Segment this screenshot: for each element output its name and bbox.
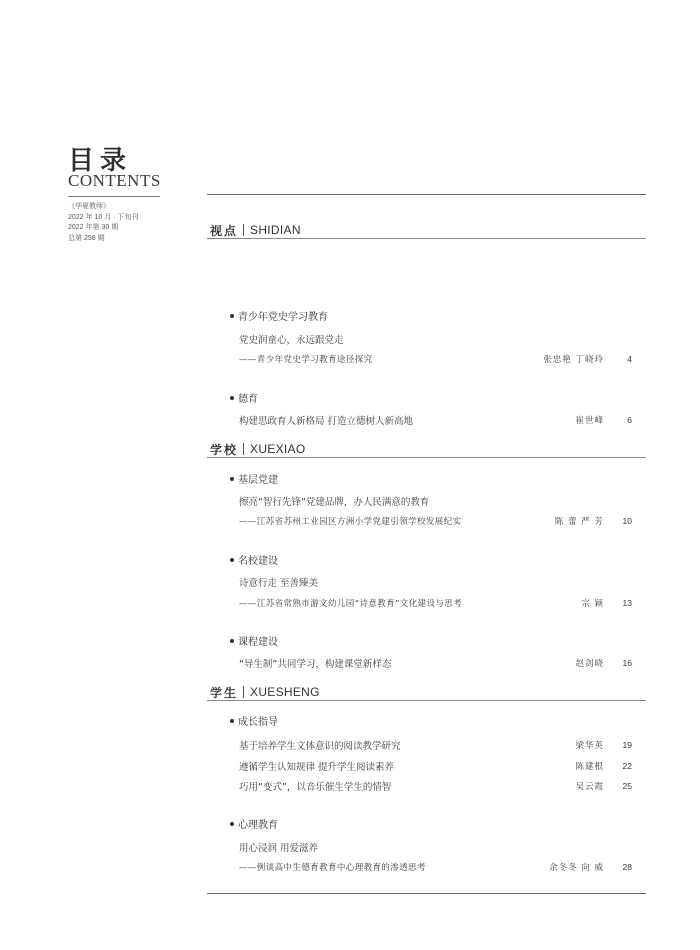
category-label: 课程建设	[238, 637, 278, 648]
bullet-icon	[230, 639, 234, 643]
issue-info	[68, 202, 138, 244]
entry-authors: 陈 蕾 严 芳	[554, 517, 604, 527]
toc-entry[interactable]	[239, 759, 632, 773]
category-label: 心理教育	[238, 820, 278, 831]
toc-entry-subtitle-row[interactable]	[239, 514, 632, 528]
section-title-cn: 视点	[210, 223, 239, 238]
section-divider	[207, 238, 646, 239]
toc-entry[interactable]	[239, 494, 632, 508]
category-heading	[230, 713, 278, 728]
page-title-en: CONTENTS	[68, 171, 161, 190]
toc-entry[interactable]	[239, 575, 632, 589]
masthead-divider	[68, 196, 160, 197]
bottom-divider	[207, 893, 646, 894]
entry-authors: 吴云霞	[575, 782, 604, 792]
section-divider	[207, 457, 646, 458]
entry-page: 16	[622, 658, 632, 668]
entry-title: 构建思政育人新格局 打造立德树人新高地	[239, 416, 414, 427]
bullet-icon	[230, 314, 234, 318]
category-heading	[230, 308, 328, 323]
entry-title: “导生制”共同学习，构建课堂新样态	[239, 659, 392, 670]
entry-page: 28	[622, 862, 632, 872]
entry-page: 19	[622, 740, 632, 750]
toc-entry-subtitle-row[interactable]	[239, 596, 632, 610]
category-heading	[230, 552, 278, 567]
toc-entry-subtitle-row[interactable]	[239, 352, 632, 366]
category-heading	[230, 633, 278, 648]
journal-name: 《华夏教师》	[68, 203, 110, 210]
entry-authors: 余冬冬 向 威	[549, 863, 604, 873]
category-heading	[230, 471, 278, 486]
entry-title: 诗意行走 至善臻美	[239, 578, 319, 589]
entry-page: 6	[627, 415, 632, 425]
entry-title: 巧用“变式”，以音乐催生学生的情智	[239, 782, 392, 793]
entry-subtitle: ——江苏省苏州工业园区方洲小学党建引领学校发展纪实	[239, 517, 462, 527]
category-label: 成长指导	[238, 717, 278, 728]
toc-entry[interactable]	[239, 332, 632, 346]
bullet-icon	[230, 396, 234, 400]
toc-entry[interactable]	[239, 840, 632, 854]
toc-entry[interactable]	[239, 413, 632, 427]
entry-authors: 宗 颖	[581, 599, 604, 609]
entry-subtitle: ——江苏省常熟市游文幼儿园“诗意教育”文化建设与思考	[239, 599, 463, 609]
total-issue-number: 总第 258 期	[68, 234, 105, 242]
bullet-icon	[230, 822, 234, 826]
toc-entry[interactable]	[239, 656, 632, 670]
issue-number: 2022 年第 30 期	[68, 224, 119, 231]
section-title-en: XUESHENG	[250, 685, 320, 699]
category-heading	[230, 816, 278, 831]
section-header-shidian	[210, 221, 301, 239]
entry-title: 基于培养学生文体意识的阅读教学研究	[239, 741, 401, 752]
category-label: 青少年党史学习教育	[238, 312, 328, 323]
toc-entry[interactable]	[239, 779, 632, 793]
section-title-cn: 学生	[210, 685, 239, 700]
toc-entry[interactable]	[239, 738, 632, 752]
section-header-xuexiao	[210, 440, 305, 458]
category-label: 德育	[238, 394, 258, 405]
section-divider	[207, 700, 646, 701]
bullet-icon	[230, 477, 234, 481]
entry-title: 擦亮“智行先锋”党建品牌，办人民满意的教育	[239, 497, 430, 508]
section-separator	[243, 443, 244, 455]
entry-authors: 赵剑晓	[575, 659, 604, 669]
entry-page: 10	[622, 516, 632, 526]
entry-page: 4	[627, 354, 632, 364]
section-separator	[243, 686, 244, 698]
section-separator	[243, 224, 244, 236]
category-heading	[230, 390, 258, 405]
entry-subtitle: ——例谈高中生德育教育中心理教育的渗透思考	[239, 863, 426, 873]
entry-page: 22	[622, 761, 632, 771]
section-title-en: XUEXIAO	[250, 442, 306, 456]
top-divider	[207, 194, 646, 195]
entry-subtitle: ——青少年党史学习教育途径探究	[239, 355, 373, 365]
bullet-icon	[230, 719, 234, 723]
entry-authors: 梁华英	[575, 741, 604, 751]
entry-page: 25	[622, 781, 632, 791]
entry-authors: 崔世峰	[575, 416, 604, 426]
bullet-icon	[230, 558, 234, 562]
category-label: 名校建设	[238, 556, 278, 567]
entry-authors: 张忠艳 丁晓玲	[543, 355, 604, 365]
issue-date: 2022 年 10 月 · 下旬刊	[68, 213, 139, 221]
section-header-xuesheng	[210, 683, 320, 701]
entry-page: 13	[622, 598, 632, 608]
entry-title: 党史润童心，永远跟党走	[239, 335, 344, 346]
section-title-en: SHIDIAN	[250, 223, 301, 237]
entry-title: 遵循学生认知规律 提升学生阅读素养	[239, 762, 395, 773]
page-title: 目录	[68, 146, 133, 176]
entry-authors: 陈建根	[575, 762, 604, 772]
toc-entry-subtitle-row[interactable]	[239, 860, 632, 874]
section-title-cn: 学校	[210, 442, 239, 457]
category-label: 基层党建	[238, 475, 278, 486]
entry-title: 用心浸润 用爱滋养	[239, 843, 319, 854]
